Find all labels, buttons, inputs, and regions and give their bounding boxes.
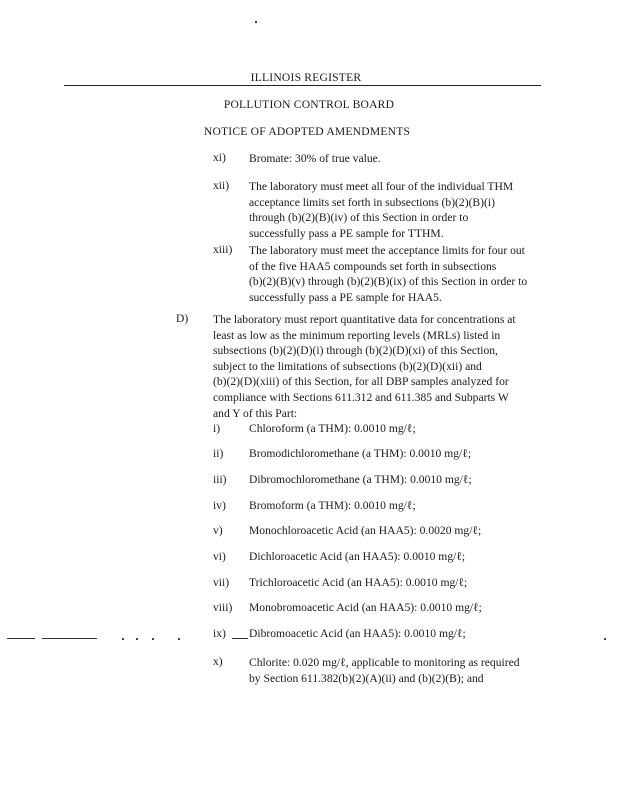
mrl-text-iv: Bromoform (a THM): 0.0010 mg/ℓ; — [249, 499, 416, 512]
mrl-text-ii: Bromodichloromethane (a THM): 0.0010 mg/ℓ; — [249, 447, 472, 460]
subitem-label-xiii: xiii) — [213, 243, 233, 256]
mrl-label-ix: ix) — [213, 627, 226, 640]
mrl-label-viii: viii) — [213, 601, 233, 614]
mrl-label-iii: iii) — [213, 473, 227, 486]
mrl-text-i: Chloroform (a THM): 0.0010 mg/ℓ; — [249, 422, 416, 435]
scan-artifact-line — [232, 638, 248, 639]
scan-speck — [604, 638, 606, 640]
subitem-text-xiii: The laboratory must meet the acceptance limits for four out of the five HAA5 compounds set forth in subsections (b)(2)(B)(v) through (b)(2)(B)(ix) of this Section in order to successfully pass a PE sample for HAA5. — [249, 244, 528, 304]
mrl-text-vi: Dichloroacetic Acid (an HAA5): 0.0010 mg/ℓ; — [249, 550, 466, 563]
mrl-label-ii: ii) — [213, 447, 224, 460]
mrl-text-ix: Dibromoacetic Acid (an HAA5): 0.0010 mg/ℓ; — [249, 627, 466, 640]
scan-speck — [136, 638, 138, 640]
header-rule — [64, 85, 541, 86]
mrl-label-iv: iv) — [213, 499, 226, 512]
scan-speck — [122, 638, 124, 640]
mrl-text-vii: Trichloroacetic Acid (an HAA5): 0.0010 mg/ℓ; — [249, 576, 468, 589]
mrl-label-vi: vi) — [213, 550, 226, 563]
subitem-text-xi: Bromate: 30% of true value. — [249, 152, 381, 165]
notice-title: NOTICE OF ADOPTED AMENDMENTS — [203, 125, 411, 138]
scan-artifact-line — [42, 638, 97, 639]
subitem-label-xii: xii) — [213, 179, 230, 192]
item-label-d: D) — [176, 312, 189, 325]
item-text-d: The laboratory must report quantitative data for concentrations at least as low as the minimum reporting levels (MRLs) listed in subsections (b)(2)(D)(i) through (b)(2)(D)(xi) of this Section, subject to the limitations of subsections (b)(2)(D)(xii) and (b)(2)(D)(xiii) of this Section, for all DBP samples analyzed for compliance with Sections 611.312 and 611.385 and Subparts W and Y of this Part: — [213, 313, 516, 420]
subitem-text-xii: The laboratory must meet all four of the individual THM acceptance limits set forth in subsections (b)(2)(B)(i) through (b)(2)(B)(iv) of this Section in order to successfully pass a PE sample for TTHM. — [249, 180, 514, 240]
scan-speck — [255, 21, 257, 23]
register-title: ILLINOIS REGISTER — [250, 71, 362, 84]
board-name: POLLUTION CONTROL BOARD — [223, 98, 395, 111]
mrl-label-x: x) — [213, 655, 223, 668]
mrl-text-iii: Dibromochloromethane (a THM): 0.0010 mg/ℓ; — [249, 473, 472, 486]
scan-artifact-line — [7, 638, 35, 639]
mrl-text-v: Monochloroacetic Acid (an HAA5): 0.0020 mg/ℓ; — [249, 524, 482, 537]
mrl-label-i: i) — [213, 422, 221, 435]
scan-speck — [178, 638, 180, 640]
mrl-label-v: v) — [213, 524, 223, 537]
mrl-text-viii: Monobromoacetic Acid (an HAA5): 0.0010 mg/ℓ; — [249, 601, 482, 614]
subitem-label-xi: xi) — [213, 151, 226, 164]
scan-speck — [152, 638, 154, 640]
mrl-label-vii: vii) — [213, 576, 230, 589]
mrl-text-x: Chlorite: 0.020 mg/ℓ, applicable to monitoring as required by Section 611.382(b)(2)(A)(ii) and (b)(2)(B); and — [249, 656, 520, 685]
